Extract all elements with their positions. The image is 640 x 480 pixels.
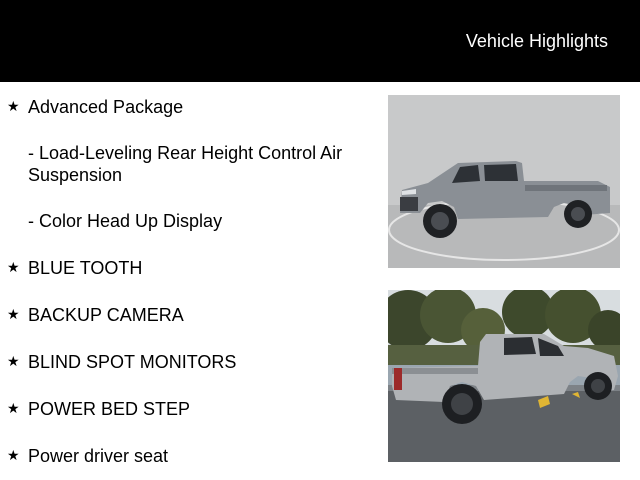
feature-item: ★ Power driver seat (28, 445, 373, 467)
feature-item: ★ BLIND SPOT MONITORS (28, 351, 373, 373)
feature-subitem: - Load-Leveling Rear Height Control Air Suspension (28, 143, 343, 185)
feature-subitem: - Color Head Up Display (28, 211, 223, 231)
feature-item: ★ BLUE TOOTH (28, 257, 373, 279)
page-title: Vehicle Highlights (465, 31, 608, 51)
feature-item: ★ POWER BED STEP (28, 398, 373, 420)
truck-lot-photo (388, 290, 620, 462)
feature-item: ★ BACKUP CAMERA (28, 304, 373, 326)
feature-item: ★ Advanced Package (28, 96, 373, 118)
truck-studio-photo (388, 95, 620, 268)
